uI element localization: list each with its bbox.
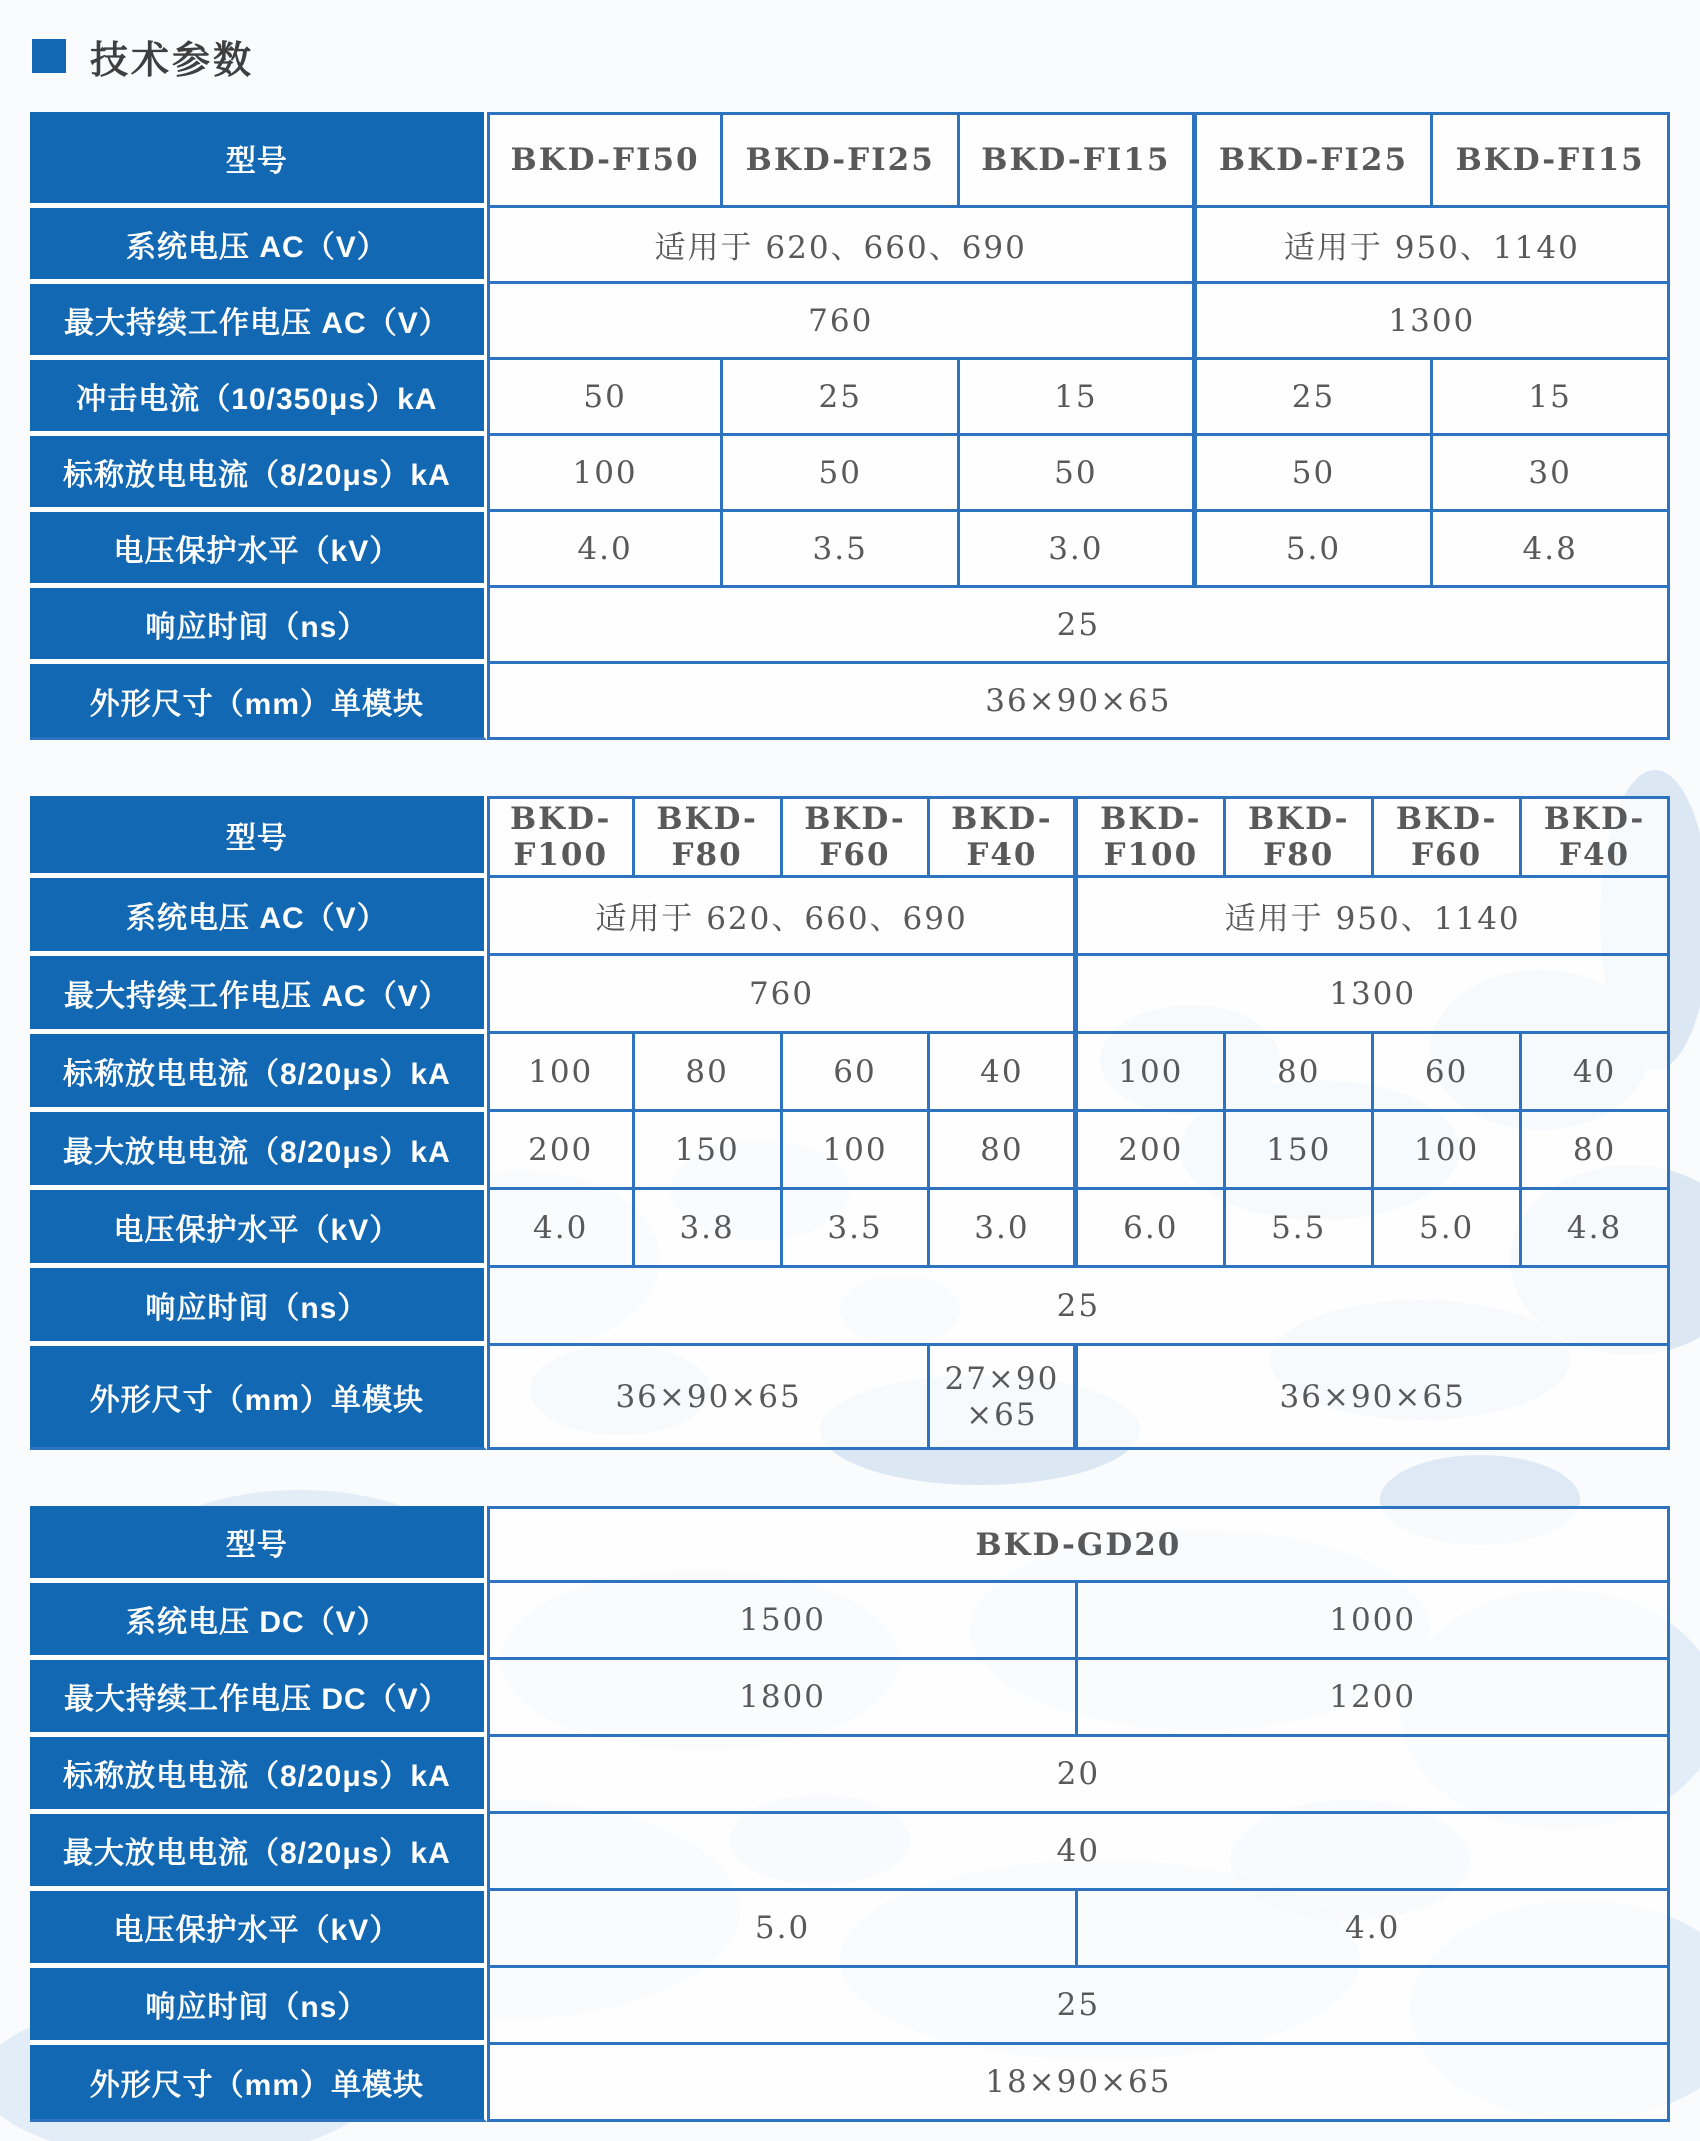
table-row <box>30 436 1670 512</box>
model-name-cell: BKD-F80 <box>635 796 783 878</box>
value-cell: 760 <box>487 284 1197 360</box>
value-cell: 80 <box>930 1112 1078 1190</box>
value-cell: 20 <box>487 1737 1670 1814</box>
table-row <box>30 1891 1670 1968</box>
value-cell: 60 <box>1374 1034 1522 1112</box>
row-label: 冲击电流（10/350μs）kA <box>30 360 487 436</box>
section-header <box>32 30 1670 82</box>
row-label: 最大持续工作电压 DC（V） <box>30 1660 487 1737</box>
row-label: 电压保护水平（kV） <box>30 512 487 588</box>
value-cell: 适用于 950、1140 <box>1197 208 1670 284</box>
table-row <box>30 1583 1670 1660</box>
model-header-row <box>30 1506 1670 1583</box>
row-label: 外形尺寸（mm）单模块 <box>30 2045 487 2122</box>
table-row <box>30 878 1670 956</box>
value-cell: 1500 <box>487 1583 1079 1660</box>
table-row <box>30 360 1670 436</box>
value-cell: 80 <box>635 1034 783 1112</box>
value-cell: 25 <box>487 1968 1670 2045</box>
table-row <box>30 1968 1670 2045</box>
row-label: 最大放电电流（8/20μs）kA <box>30 1814 487 1891</box>
model-name-cell: BKD-F40 <box>930 796 1078 878</box>
value-cell: 4.0 <box>487 512 724 588</box>
row-label: 电压保护水平（kV） <box>30 1891 487 1968</box>
value-cell: 25 <box>1197 360 1434 436</box>
model-name-cell: BKD-F100 <box>1078 796 1226 878</box>
spec-table-bkd-gd20 <box>30 1506 1670 2122</box>
value-cell: 100 <box>487 436 724 512</box>
row-label: 标称放电电流（8/20μs）kA <box>30 1034 487 1112</box>
corner-model-label: 型号 <box>30 796 487 878</box>
value-cell: 6.0 <box>1078 1190 1226 1268</box>
value-cell: 27×90×65 <box>930 1346 1078 1450</box>
table-row <box>30 2045 1670 2122</box>
value-cell: 5.0 <box>1374 1190 1522 1268</box>
model-name-cell: BKD-F40 <box>1522 796 1670 878</box>
model-name-cell: BKD-FI25 <box>723 112 960 208</box>
value-cell: 适用于 620、660、690 <box>487 878 1079 956</box>
value-cell: 4.8 <box>1522 1190 1670 1268</box>
row-label: 系统电压 AC（V） <box>30 878 487 956</box>
value-cell: 1300 <box>1078 956 1670 1034</box>
model-name-cell: BKD-FI25 <box>1197 112 1434 208</box>
table-row <box>30 956 1670 1034</box>
value-cell: 25 <box>487 1268 1670 1346</box>
table-row <box>30 1737 1670 1814</box>
table-row <box>30 1660 1670 1737</box>
value-cell: 200 <box>487 1112 635 1190</box>
model-name-cell: BKD-GD20 <box>487 1506 1670 1583</box>
table-row <box>30 1814 1670 1891</box>
value-cell: 4.0 <box>1078 1891 1670 1968</box>
value-cell: 36×90×65 <box>487 664 1670 740</box>
row-label: 外形尺寸（mm）单模块 <box>30 1346 487 1450</box>
table-row <box>30 588 1670 664</box>
value-cell: 适用于 620、660、690 <box>487 208 1197 284</box>
model-name-cell: BKD-F80 <box>1226 796 1374 878</box>
value-cell: 4.0 <box>487 1190 635 1268</box>
value-cell: 80 <box>1226 1034 1374 1112</box>
value-cell: 36×90×65 <box>1078 1346 1670 1450</box>
value-cell: 25 <box>487 588 1670 664</box>
value-cell: 3.8 <box>635 1190 783 1268</box>
value-cell: 1300 <box>1197 284 1670 360</box>
table-row <box>30 1268 1670 1346</box>
value-cell: 50 <box>960 436 1197 512</box>
value-cell: 1800 <box>487 1660 1079 1737</box>
spec-table-bkd-f <box>30 796 1670 1450</box>
value-cell: 50 <box>1197 436 1434 512</box>
value-cell: 5.0 <box>487 1891 1079 1968</box>
spec-table-bkd-fi <box>30 112 1670 740</box>
row-label: 标称放电电流（8/20μs）kA <box>30 436 487 512</box>
value-cell: 40 <box>1522 1034 1670 1112</box>
value-cell: 5.0 <box>1197 512 1434 588</box>
value-cell: 3.0 <box>930 1190 1078 1268</box>
value-cell: 15 <box>1433 360 1670 436</box>
table-row <box>30 284 1670 360</box>
value-cell: 50 <box>723 436 960 512</box>
row-label: 最大持续工作电压 AC（V） <box>30 956 487 1034</box>
value-cell: 150 <box>1226 1112 1374 1190</box>
value-cell: 50 <box>487 360 724 436</box>
section-bullet-icon <box>32 39 66 73</box>
row-label: 标称放电电流（8/20μs）kA <box>30 1737 487 1814</box>
model-name-cell: BKD-F100 <box>487 796 635 878</box>
value-cell: 760 <box>487 956 1079 1034</box>
table-row <box>30 1346 1670 1450</box>
value-cell: 30 <box>1433 436 1670 512</box>
row-label: 系统电压 AC（V） <box>30 208 487 284</box>
page-title: 技术参数 <box>90 39 255 82</box>
value-cell: 36×90×65 <box>487 1346 931 1450</box>
model-name-cell: BKD-F60 <box>783 796 931 878</box>
value-cell: 3.5 <box>723 512 960 588</box>
spec-tables-container <box>30 112 1670 2122</box>
value-cell: 15 <box>960 360 1197 436</box>
value-cell: 60 <box>783 1034 931 1112</box>
table-row <box>30 1034 1670 1112</box>
row-label: 最大放电电流（8/20μs）kA <box>30 1112 487 1190</box>
value-cell: 4.8 <box>1433 512 1670 588</box>
value-cell: 5.5 <box>1226 1190 1374 1268</box>
page <box>30 30 1670 2122</box>
value-cell: 100 <box>783 1112 931 1190</box>
corner-model-label: 型号 <box>30 112 487 208</box>
value-cell: 40 <box>487 1814 1670 1891</box>
corner-model-label: 型号 <box>30 1506 487 1583</box>
value-cell: 100 <box>1374 1112 1522 1190</box>
model-header-row <box>30 112 1670 208</box>
value-cell: 1200 <box>1078 1660 1670 1737</box>
value-cell: 200 <box>1078 1112 1226 1190</box>
model-name-cell: BKD-FI15 <box>1433 112 1670 208</box>
value-cell: 25 <box>723 360 960 436</box>
table-row <box>30 208 1670 284</box>
value-cell: 1000 <box>1078 1583 1670 1660</box>
row-label: 最大持续工作电压 AC（V） <box>30 284 487 360</box>
value-cell: 80 <box>1522 1112 1670 1190</box>
model-name-cell: BKD-FI50 <box>487 112 724 208</box>
model-name-cell: BKD-F60 <box>1374 796 1522 878</box>
value-cell: 3.0 <box>960 512 1197 588</box>
model-name-cell: BKD-FI15 <box>960 112 1197 208</box>
row-label: 外形尺寸（mm）单模块 <box>30 664 487 740</box>
value-cell: 100 <box>487 1034 635 1112</box>
row-label: 响应时间（ns） <box>30 588 487 664</box>
table-row <box>30 512 1670 588</box>
row-label: 系统电压 DC（V） <box>30 1583 487 1660</box>
value-cell: 100 <box>1078 1034 1226 1112</box>
row-label: 响应时间（ns） <box>30 1268 487 1346</box>
value-cell: 适用于 950、1140 <box>1078 878 1670 956</box>
table-row <box>30 1190 1670 1268</box>
value-cell: 40 <box>930 1034 1078 1112</box>
value-cell: 18×90×65 <box>487 2045 1670 2122</box>
value-cell: 150 <box>635 1112 783 1190</box>
row-label: 电压保护水平（kV） <box>30 1190 487 1268</box>
table-row <box>30 664 1670 740</box>
row-label: 响应时间（ns） <box>30 1968 487 2045</box>
value-cell: 3.5 <box>783 1190 931 1268</box>
table-row <box>30 1112 1670 1190</box>
model-header-row <box>30 796 1670 878</box>
